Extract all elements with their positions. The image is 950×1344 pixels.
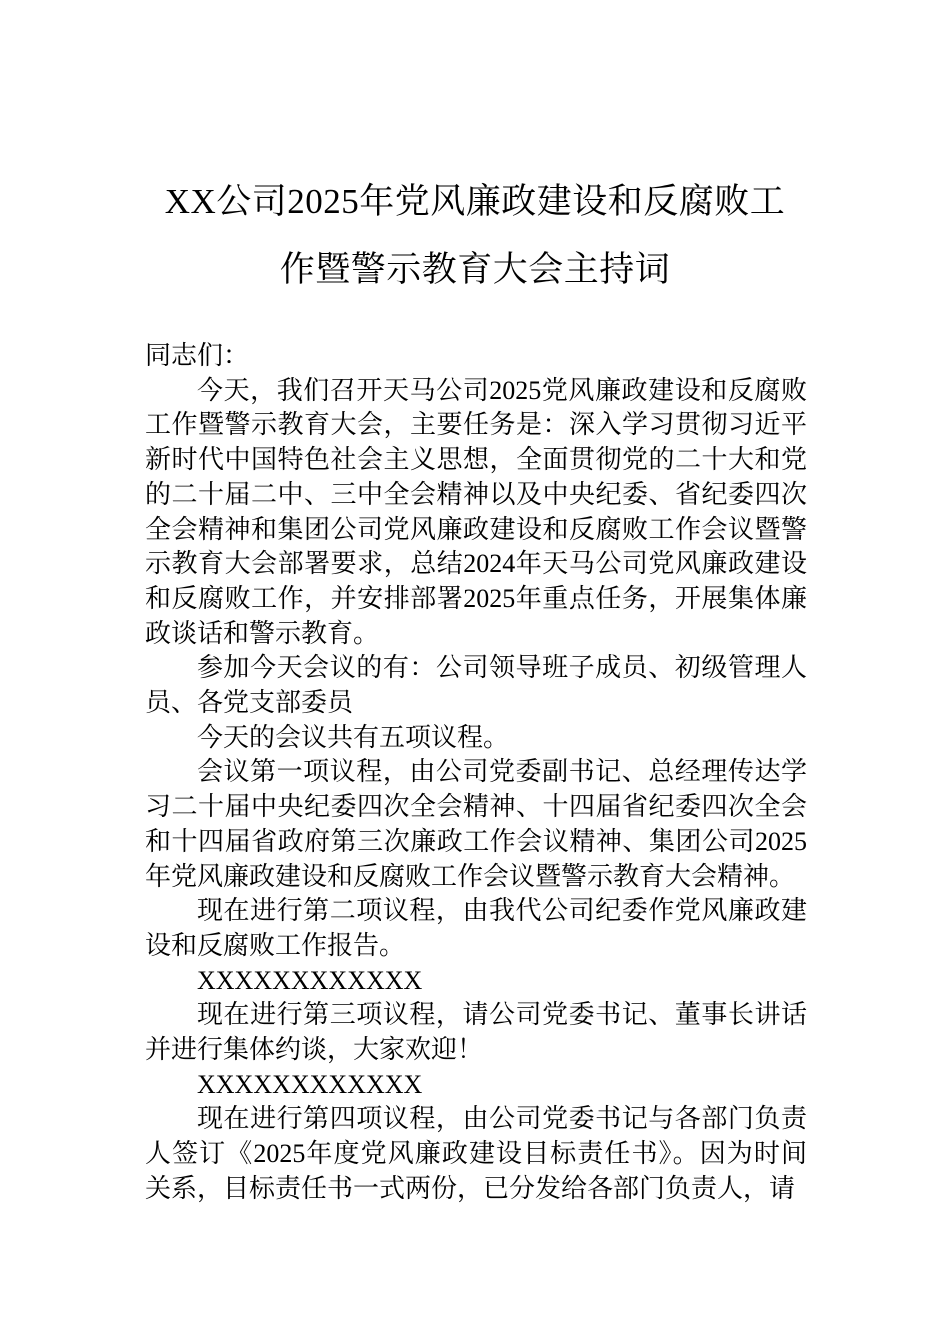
salutation: 同志们： — [145, 341, 250, 370]
paragraph-agenda-item-2: 现在进行第二项议程，由我代公司纪委作党风廉政建设和反腐败工作报告。 — [145, 896, 807, 960]
paragraph-agenda-count: 今天的会议共有五项议程。 — [197, 722, 510, 752]
document-title-line-1: XX公司2025年党风廉政建设和反腐败工 — [164, 182, 786, 221]
paragraph-agenda-item-1: 会议第一项议程，由公司党委副书记、总经理传达学习二十届中央纪委四次全会精神、十四届省纪委四次全会和十四届省政府第三次廉政工作会议精神、集团公司2025年党风廉政建设和反腐败工作会议暨警示教育大会精神。 — [145, 757, 807, 891]
paragraph-agenda-item-3: 现在进行第三项议程，请公司党委书记、董事长讲话并进行集体约谈，大家欢迎！ — [145, 1000, 807, 1065]
placeholder-line: XXXXXXXXXXXX — [197, 1069, 423, 1099]
document-title-line-2: 作暨警示教育大会主持词 — [279, 250, 671, 289]
document-body — [145, 339, 807, 1207]
placeholder-line: XXXXXXXXXXXX — [197, 965, 423, 995]
paragraph-attendees: 参加今天会议的有：公司领导班子成员、初级管理人员、各党支部委员 — [145, 653, 807, 718]
paragraph-opening: 今天，我们召开天马公司2025党风廉政建设和反腐败工作暨警示教育大会，主要任务是：深入学习贯彻习近平新时代中国特色社会主义思想，全面贯彻党的二十大和党的二十届二中、三中全会精神以及中央纪委、省纪委四次全会精神和集团公司党风廉政建设和反腐败工作会议暨警示教育大会部署要求，总结2024年天马公司党风廉政建设和反腐败工作，并安排部署2025年重点任务，开展集体廉政谈话和警示教育。 — [145, 375, 807, 648]
paragraph-agenda-item-4: 现在进行第四项议程，由公司党委书记与各部门负责人签订《2025年度党风廉政建设目标责任书》。因为时间关系，目标责任书一式两份，已分发给各部门负责人，请 — [145, 1104, 807, 1203]
